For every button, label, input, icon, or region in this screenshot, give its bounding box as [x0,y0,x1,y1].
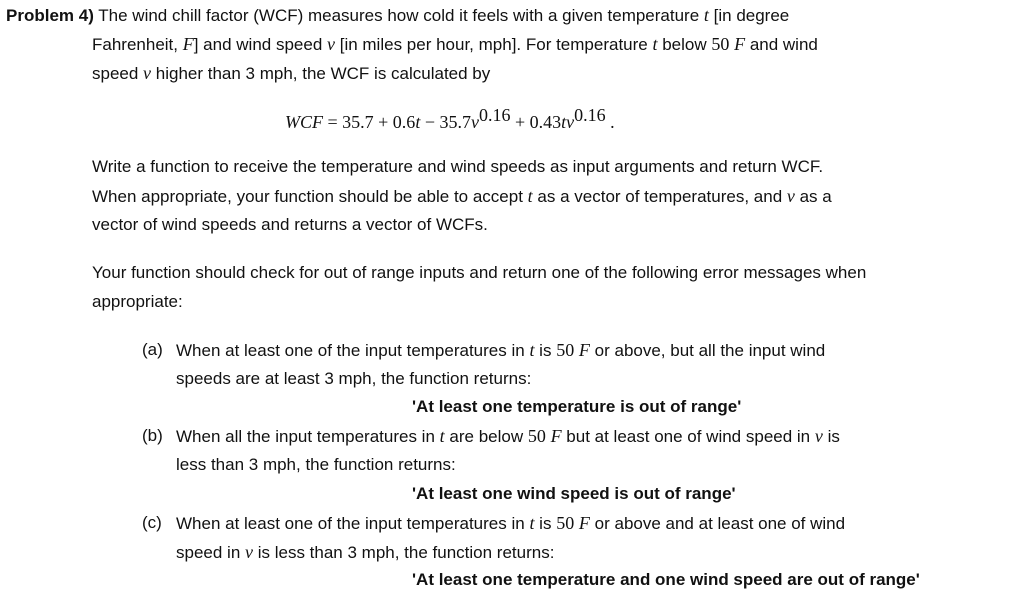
para3-line-1: Your function should check for out of range inputs and return one of the following error messages when [92,263,867,282]
intro-line-2 [92,33,818,56]
error-message-c: 'At least one temperature and one wind speed are out of range' [412,570,920,589]
var-t: t [529,340,535,360]
intro-text: speed [92,64,144,83]
para-text: as a [794,187,832,206]
item-b-line-1 [176,425,840,448]
item-text: but at least one of wind speed in [561,427,815,446]
item-text: are below [444,427,528,446]
item-text: is less than 3 mph, the function returns: [253,543,555,562]
var-F: F [578,513,590,533]
num-50: 50 [711,34,730,54]
formula-exponent: 0.16 [574,105,606,125]
intro-text: ] and wind speed [193,35,327,54]
item-text: When at least one of the input temperatures in [176,341,530,360]
item-text: is [534,514,557,533]
para2-line-3: vector of wind speeds and returns a vector of WCFs. [92,215,488,234]
wcf-formula [285,105,615,133]
num-50: 50 [556,513,575,533]
item-a-line-2: speeds are at least 3 mph, the function returns: [176,369,532,388]
item-c-message [412,569,920,591]
item-b-message [412,483,736,505]
item-a-line-1 [176,339,825,362]
item-text: or above and at least one of wind [589,514,846,533]
var-t: t [527,186,533,206]
item-text: is [534,341,557,360]
intro-line-1 [6,4,789,27]
var-v: v [143,63,152,83]
item-text: is [822,427,840,446]
var-F: F [550,426,562,446]
num-50: 50 [556,340,575,360]
intro-line-3 [92,62,490,85]
item-text: When all the input temperatures in [176,427,440,446]
item-b-label: (b) [142,426,163,445]
intro-text: below [657,35,712,54]
item-b-line-2: less than 3 mph, the function returns: [176,455,456,474]
var-F: F [578,340,590,360]
var-v: v [814,426,823,446]
para3-line-2: appropriate: [92,292,183,311]
item-a-label: (a) [142,340,163,359]
var-v: v [786,186,795,206]
para-text: as a vector of temperatures, and [532,187,787,206]
problem-label: Problem 4) [6,6,94,25]
item-c-line-2 [176,541,554,564]
formula-exponent: 0.16 [478,105,511,125]
intro-text: [in degree [708,6,790,25]
item-c-label: (c) [142,513,162,532]
formula-var-tv: tv [561,112,575,132]
intro-text: higher than 3 mph, the WCF is calculated by [151,64,491,83]
var-t: t [529,513,535,533]
var-t: t [703,5,709,25]
item-text: speed in [176,543,245,562]
formula-part: . [605,112,615,132]
formula-part: + 0.43 [510,112,562,132]
formula-part: − 35.7 [420,112,471,132]
error-message-b: 'At least one wind speed is out of range' [412,484,736,503]
intro-text: and wind [745,35,818,54]
formula-var-t: t [415,112,421,132]
formula-var-v: v [470,112,479,132]
item-c-line-1 [176,512,845,535]
para2-line-1: Write a function to receive the temperature and wind speeds as input arguments and return WCF. [92,157,824,176]
formula-part: = 35.7 + 0.6 [323,112,416,132]
para2-line-2 [92,185,832,208]
item-a-message [412,396,741,418]
item-text: or above, but all the input wind [589,341,826,360]
var-F: F [182,34,194,54]
error-message-a: 'At least one temperature is out of range' [412,397,742,416]
intro-text: The wind chill factor (WCF) measures how cold it feels with a given temperature [98,6,704,25]
num-50: 50 [527,426,546,446]
var-t: t [439,426,445,446]
intro-text: Fahrenheit, [92,35,183,54]
para-text: When appropriate, your function should be able to accept [92,187,528,206]
var-t: t [652,34,658,54]
var-v: v [245,542,253,562]
item-text: When at least one of the input temperatures in [176,514,530,533]
var-F: F [734,34,746,54]
intro-text: [in miles per hour, mph]. For temperature [335,35,653,54]
var-v: v [327,34,335,54]
formula-lhs: WCF [285,112,323,132]
